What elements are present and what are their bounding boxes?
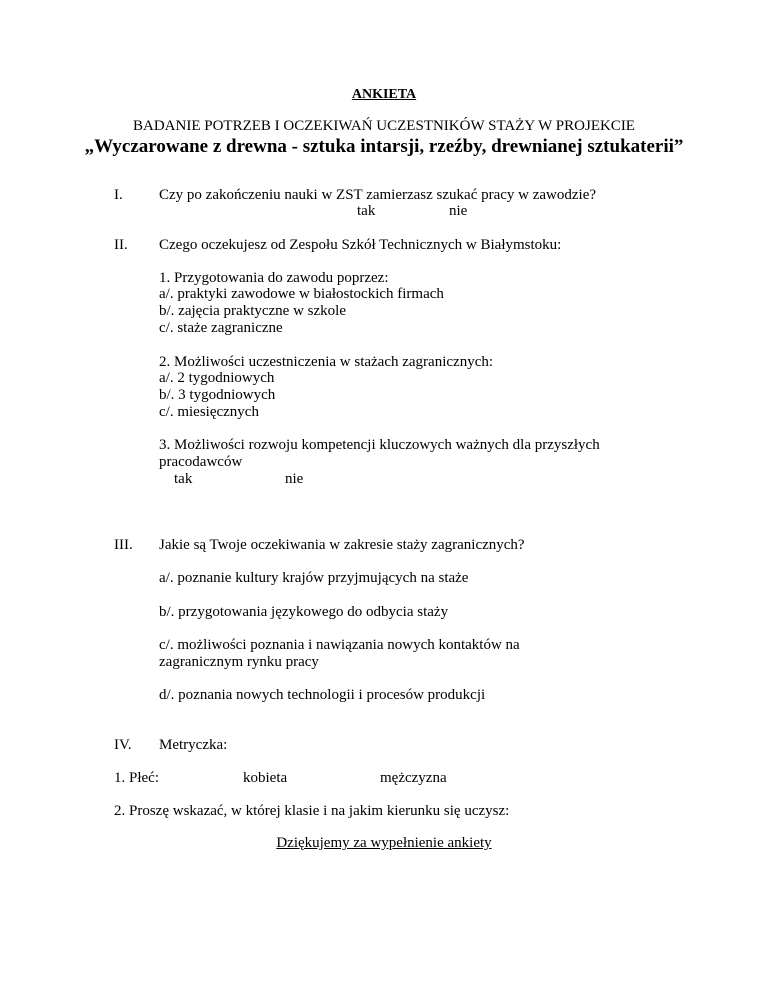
section-4-number: IV. [114,737,132,753]
section-3-option-c-cont: zagranicznym rynku pracy [159,654,319,670]
project-name: „Wyczarowane z drewna - sztuka intarsji, rzeźby, drewnianej sztukaterii” [84,136,684,157]
group-1-option-a[interactable]: a/. praktyki zawodowe w białostockich firmach [159,286,444,302]
group-1-heading: 1. Przygotowania do zawodu poprzez: [159,270,389,286]
group-3-heading-line-1: 3. Możliwości rozwoju kompetencji kluczowych ważnych dla przyszłych [159,437,600,453]
document-subtitle: BADANIE POTRZEB I OCZEKIWAŃ UCZESTNIKÓW STAŻY W PROJEKCIE [133,118,635,134]
section-2-number: II. [114,237,128,253]
section-3-option-a[interactable]: a/. poznanie kultury krajów przyjmujących na staże [159,570,469,586]
option-yes-label: tak [357,203,376,219]
section-2-question: Czego oczekujesz od Zespołu Szkół Technicznych w Białymstoku: [159,237,562,253]
section-1-option-no[interactable]: nie [449,203,468,219]
section-3-number: III. [114,537,133,553]
group-2-option-b[interactable]: b/. 3 tygodniowych [159,387,276,403]
group-3-option-no[interactable]: nie [285,471,304,487]
section-1-number: I. [114,187,123,203]
group-2-option-c[interactable]: c/. miesięcznych [159,404,259,420]
group-2-option-a[interactable]: a/. 2 tygodniowych [159,370,275,386]
gender-label: 1. Płeć: [114,770,159,786]
section-4-title: Metryczka: [159,737,228,753]
section-3-option-b[interactable]: b/. przygotowania językowego do odbycia staży [159,604,449,620]
section-3-option-d[interactable]: d/. poznania nowych technologii i procesów produkcji [159,687,486,703]
section-3-option-c[interactable]: c/. możliwości poznania i nawiązania nowych kontaktów na [159,637,520,653]
section-1-question: Czy po zakończeniu nauki w ZST zamierzasz szukać pracy w zawodzie? [159,187,597,203]
group-1-option-c[interactable]: c/. staże zagraniczne [159,320,283,336]
group-3-option-yes[interactable]: tak [174,471,193,487]
group-2-heading: 2. Możliwości uczestniczenia w stażach zagranicznych: [159,354,494,370]
document-title: ANKIETA [351,87,417,102]
section-3-question: Jakie są Twoje oczekiwania w zakresie staży zagranicznych? [159,537,525,553]
gender-option-female[interactable]: kobieta [243,770,288,786]
thanks-note: Dziękujemy za wypełnienie ankiety [276,835,492,851]
group-3-heading-line-2: pracodawców [159,454,243,470]
section-1-option-yes[interactable] [354,203,375,220]
gender-option-male[interactable]: mężczyzna [380,770,447,786]
class-question: 2. Proszę wskazać, w której klasie i na jakim kierunku się uczysz: [114,803,510,819]
group-1-option-b[interactable]: b/. zajęcia praktyczne w szkole [159,303,346,319]
